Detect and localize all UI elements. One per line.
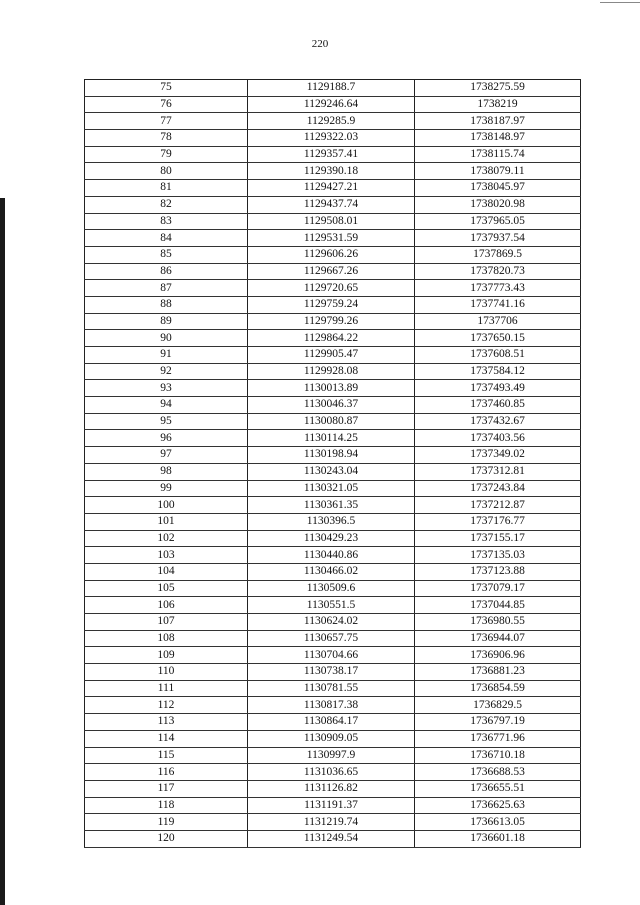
- x-coordinate-cell: 1129928.08: [248, 363, 415, 380]
- y-coordinate-cell: 1736771.96: [415, 730, 581, 747]
- x-coordinate-cell: 1129720.65: [248, 280, 415, 297]
- point-number-cell: 77: [85, 113, 248, 130]
- table-row: [85, 814, 581, 831]
- point-number-cell: 107: [85, 614, 248, 631]
- table-row: [85, 597, 581, 614]
- y-coordinate-cell: 1737432.67: [415, 413, 581, 430]
- point-number-cell: 88: [85, 296, 248, 313]
- y-coordinate-cell: 1737212.87: [415, 497, 581, 514]
- y-coordinate-cell: 1738020.98: [415, 196, 581, 213]
- x-coordinate-cell: 1130738.17: [248, 664, 415, 681]
- table-row: [85, 797, 581, 814]
- point-number-cell: 109: [85, 647, 248, 664]
- point-number-cell: 76: [85, 96, 248, 113]
- table-row: [85, 146, 581, 163]
- y-coordinate-cell: 1738275.59: [415, 80, 581, 97]
- x-coordinate-cell: 1130864.17: [248, 714, 415, 731]
- table-row: [85, 430, 581, 447]
- table-row: [85, 697, 581, 714]
- y-coordinate-cell: 1737706: [415, 313, 581, 330]
- table-row: [85, 180, 581, 197]
- table-row: [85, 80, 581, 97]
- x-coordinate-cell: 1130781.55: [248, 680, 415, 697]
- table-row: [85, 380, 581, 397]
- point-number-cell: 112: [85, 697, 248, 714]
- x-coordinate-cell: 1129285.9: [248, 113, 415, 130]
- x-coordinate-cell: 1130909.05: [248, 730, 415, 747]
- x-coordinate-cell: 1131191.37: [248, 797, 415, 814]
- x-coordinate-cell: 1130013.89: [248, 380, 415, 397]
- x-coordinate-cell: 1129188.7: [248, 80, 415, 97]
- table-row: [85, 463, 581, 480]
- y-coordinate-cell: 1737820.73: [415, 263, 581, 280]
- table-row: [85, 547, 581, 564]
- x-coordinate-cell: 1131249.54: [248, 830, 415, 847]
- point-number-cell: 95: [85, 413, 248, 430]
- table-row: [85, 363, 581, 380]
- y-coordinate-cell: 1738148.97: [415, 130, 581, 147]
- y-coordinate-cell: 1738115.74: [415, 146, 581, 163]
- table-row: [85, 196, 581, 213]
- point-number-cell: 101: [85, 513, 248, 530]
- y-coordinate-cell: 1738187.97: [415, 113, 581, 130]
- table-row: [85, 330, 581, 347]
- table-row: [85, 630, 581, 647]
- y-coordinate-cell: 1737312.81: [415, 463, 581, 480]
- y-coordinate-cell: 1738045.97: [415, 180, 581, 197]
- y-coordinate-cell: 1737243.84: [415, 480, 581, 497]
- x-coordinate-cell: 1129322.03: [248, 130, 415, 147]
- x-coordinate-cell: 1129508.01: [248, 213, 415, 230]
- point-number-cell: 115: [85, 747, 248, 764]
- x-coordinate-cell: 1130509.6: [248, 580, 415, 597]
- y-coordinate-cell: 1736625.63: [415, 797, 581, 814]
- y-coordinate-cell: 1737460.85: [415, 397, 581, 414]
- point-number-cell: 79: [85, 146, 248, 163]
- table-row: [85, 530, 581, 547]
- y-coordinate-cell: 1737869.5: [415, 246, 581, 263]
- point-number-cell: 78: [85, 130, 248, 147]
- table-row: [85, 413, 581, 430]
- scan-edge-bar: [0, 198, 5, 905]
- table-row: [85, 513, 581, 530]
- table-row: [85, 680, 581, 697]
- table-row: [85, 213, 581, 230]
- x-coordinate-cell: 1130997.9: [248, 747, 415, 764]
- y-coordinate-cell: 1736601.18: [415, 830, 581, 847]
- point-number-cell: 90: [85, 330, 248, 347]
- x-coordinate-cell: 1129390.18: [248, 163, 415, 180]
- y-coordinate-cell: 1738079.11: [415, 163, 581, 180]
- table-row: [85, 397, 581, 414]
- y-coordinate-cell: 1737741.16: [415, 296, 581, 313]
- x-coordinate-cell: 1129246.64: [248, 96, 415, 113]
- point-number-cell: 108: [85, 630, 248, 647]
- table-row: [85, 130, 581, 147]
- point-number-cell: 96: [85, 430, 248, 447]
- y-coordinate-cell: 1737176.77: [415, 513, 581, 530]
- x-coordinate-cell: 1129864.22: [248, 330, 415, 347]
- point-number-cell: 84: [85, 230, 248, 247]
- point-number-cell: 106: [85, 597, 248, 614]
- table-row: [85, 614, 581, 631]
- x-coordinate-cell: 1130321.05: [248, 480, 415, 497]
- x-coordinate-cell: 1130704.66: [248, 647, 415, 664]
- table-row: [85, 497, 581, 514]
- y-coordinate-cell: 1737135.03: [415, 547, 581, 564]
- y-coordinate-cell: 1738219: [415, 96, 581, 113]
- point-number-cell: 75: [85, 80, 248, 97]
- page-number: 220: [311, 38, 329, 50]
- x-coordinate-cell: 1129427.21: [248, 180, 415, 197]
- y-coordinate-cell: 1737608.51: [415, 347, 581, 364]
- x-coordinate-cell: 1131219.74: [248, 814, 415, 831]
- table-row: [85, 163, 581, 180]
- y-coordinate-cell: 1737044.85: [415, 597, 581, 614]
- point-number-cell: 105: [85, 580, 248, 597]
- table-row: [85, 313, 581, 330]
- table-row: [85, 830, 581, 847]
- y-coordinate-cell: 1736906.96: [415, 647, 581, 664]
- x-coordinate-cell: 1131036.65: [248, 764, 415, 781]
- y-coordinate-cell: 1737965.05: [415, 213, 581, 230]
- y-coordinate-cell: 1737123.88: [415, 563, 581, 580]
- point-number-cell: 98: [85, 463, 248, 480]
- y-coordinate-cell: 1737403.56: [415, 430, 581, 447]
- y-coordinate-cell: 1737493.49: [415, 380, 581, 397]
- x-coordinate-cell: 1129759.24: [248, 296, 415, 313]
- x-coordinate-cell: 1130466.02: [248, 563, 415, 580]
- x-coordinate-cell: 1130198.94: [248, 447, 415, 464]
- point-number-cell: 120: [85, 830, 248, 847]
- point-number-cell: 87: [85, 280, 248, 297]
- table-row: [85, 263, 581, 280]
- x-coordinate-cell: 1130551.5: [248, 597, 415, 614]
- y-coordinate-cell: 1737650.15: [415, 330, 581, 347]
- table-row: [85, 647, 581, 664]
- table-row: [85, 113, 581, 130]
- coordinates-table-body: [85, 80, 581, 848]
- x-coordinate-cell: 1129357.41: [248, 146, 415, 163]
- point-number-cell: 97: [85, 447, 248, 464]
- x-coordinate-cell: 1131126.82: [248, 780, 415, 797]
- y-coordinate-cell: 1737584.12: [415, 363, 581, 380]
- y-coordinate-cell: 1737349.02: [415, 447, 581, 464]
- x-coordinate-cell: 1130243.04: [248, 463, 415, 480]
- point-number-cell: 119: [85, 814, 248, 831]
- point-number-cell: 91: [85, 347, 248, 364]
- table-row: [85, 664, 581, 681]
- table-row: [85, 747, 581, 764]
- table-row: [85, 447, 581, 464]
- x-coordinate-cell: 1129531.59: [248, 230, 415, 247]
- point-number-cell: 111: [85, 680, 248, 697]
- x-coordinate-cell: 1130396.5: [248, 513, 415, 530]
- table-row: [85, 230, 581, 247]
- point-number-cell: 114: [85, 730, 248, 747]
- table-row: [85, 480, 581, 497]
- point-number-cell: 80: [85, 163, 248, 180]
- point-number-cell: 110: [85, 664, 248, 681]
- y-coordinate-cell: 1736710.18: [415, 747, 581, 764]
- coordinates-table: [84, 79, 581, 848]
- point-number-cell: 89: [85, 313, 248, 330]
- scan-top-rule: [600, 2, 640, 3]
- table-row: [85, 347, 581, 364]
- table-row: [85, 563, 581, 580]
- x-coordinate-cell: 1129799.26: [248, 313, 415, 330]
- point-number-cell: 103: [85, 547, 248, 564]
- y-coordinate-cell: 1737079.17: [415, 580, 581, 597]
- point-number-cell: 86: [85, 263, 248, 280]
- table-row: [85, 730, 581, 747]
- y-coordinate-cell: 1737773.43: [415, 280, 581, 297]
- y-coordinate-cell: 1736980.55: [415, 614, 581, 631]
- x-coordinate-cell: 1129437.74: [248, 196, 415, 213]
- point-number-cell: 94: [85, 397, 248, 414]
- y-coordinate-cell: 1737937.54: [415, 230, 581, 247]
- table-row: [85, 580, 581, 597]
- point-number-cell: 104: [85, 563, 248, 580]
- y-coordinate-cell: 1736613.05: [415, 814, 581, 831]
- point-number-cell: 99: [85, 480, 248, 497]
- x-coordinate-cell: 1130657.75: [248, 630, 415, 647]
- x-coordinate-cell: 1130429.23: [248, 530, 415, 547]
- table-row: [85, 714, 581, 731]
- table-row: [85, 96, 581, 113]
- table-row: [85, 280, 581, 297]
- y-coordinate-cell: 1737155.17: [415, 530, 581, 547]
- point-number-cell: 82: [85, 196, 248, 213]
- x-coordinate-cell: 1130817.38: [248, 697, 415, 714]
- x-coordinate-cell: 1130114.25: [248, 430, 415, 447]
- point-number-cell: 118: [85, 797, 248, 814]
- x-coordinate-cell: 1130080.87: [248, 413, 415, 430]
- point-number-cell: 92: [85, 363, 248, 380]
- point-number-cell: 93: [85, 380, 248, 397]
- table-row: [85, 296, 581, 313]
- x-coordinate-cell: 1130046.37: [248, 397, 415, 414]
- y-coordinate-cell: 1736944.07: [415, 630, 581, 647]
- table-row: [85, 246, 581, 263]
- x-coordinate-cell: 1129905.47: [248, 347, 415, 364]
- y-coordinate-cell: 1736797.19: [415, 714, 581, 731]
- y-coordinate-cell: 1736655.51: [415, 780, 581, 797]
- x-coordinate-cell: 1130440.86: [248, 547, 415, 564]
- y-coordinate-cell: 1736829.5: [415, 697, 581, 714]
- x-coordinate-cell: 1129606.26: [248, 246, 415, 263]
- point-number-cell: 83: [85, 213, 248, 230]
- point-number-cell: 113: [85, 714, 248, 731]
- point-number-cell: 116: [85, 764, 248, 781]
- x-coordinate-cell: 1130624.02: [248, 614, 415, 631]
- x-coordinate-cell: 1129667.26: [248, 263, 415, 280]
- point-number-cell: 81: [85, 180, 248, 197]
- y-coordinate-cell: 1736854.59: [415, 680, 581, 697]
- y-coordinate-cell: 1736881.23: [415, 664, 581, 681]
- table-row: [85, 764, 581, 781]
- x-coordinate-cell: 1130361.35: [248, 497, 415, 514]
- point-number-cell: 85: [85, 246, 248, 263]
- point-number-cell: 117: [85, 780, 248, 797]
- table-row: [85, 780, 581, 797]
- point-number-cell: 100: [85, 497, 248, 514]
- point-number-cell: 102: [85, 530, 248, 547]
- y-coordinate-cell: 1736688.53: [415, 764, 581, 781]
